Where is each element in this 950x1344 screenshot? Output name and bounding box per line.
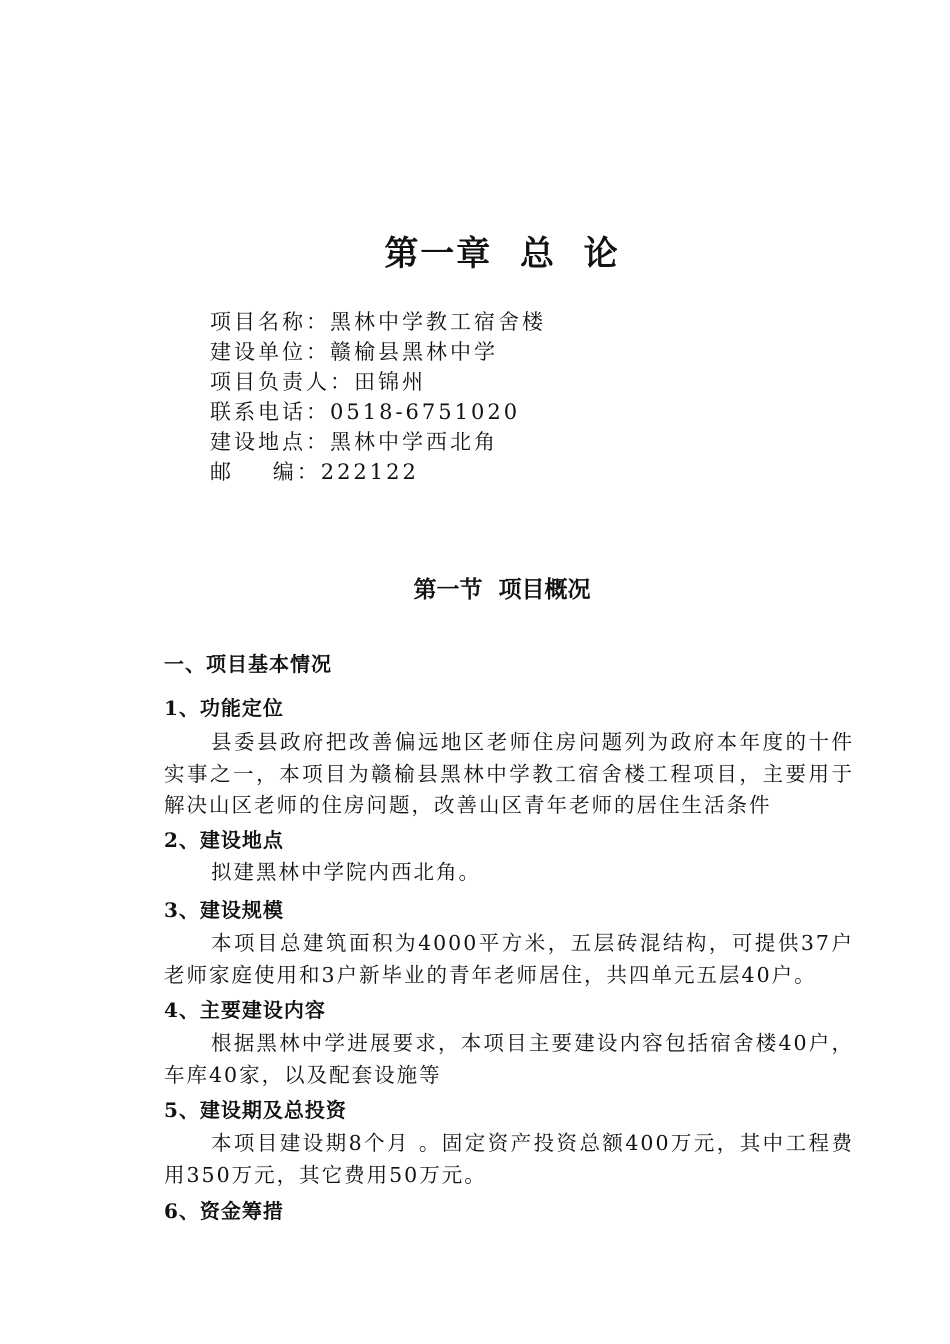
info-row-project-name — [210, 307, 546, 337]
info-row-postcode — [210, 457, 546, 487]
info-label: 建设单位： — [210, 340, 330, 364]
info-row-builder — [210, 337, 546, 367]
info-row-manager — [210, 367, 546, 397]
item-heading-function: 1、功能定位 — [164, 696, 284, 720]
item-text-function: 县委县政府把改善偏远地区老师住房问题列为政府本年度的十件实事之一，本项目为赣榆县黑林中学教工宿舍楼工程项目，主要用于解决山区老师的住房问题，改善山区青年老师的居住生活条件 — [164, 730, 854, 817]
info-label: 邮 编： — [210, 460, 321, 484]
chapter-title: 第一章 总 论 — [384, 234, 620, 274]
item-heading-funding: 6、资金筹措 — [164, 1199, 284, 1223]
info-value: 0518-6751020 — [330, 400, 521, 424]
item-heading-scale: 3、建设规模 — [164, 898, 284, 922]
item-text-investment: 本项目建设期8个月 。固定资产投资总额400万元，其中工程费用350万元，其它费用50万元。 — [164, 1131, 854, 1187]
info-value: 黑林中学教工宿舍楼 — [330, 310, 546, 334]
project-info-list — [210, 307, 546, 487]
info-value: 赣榆县黑林中学 — [330, 340, 498, 364]
info-row-location — [210, 427, 546, 457]
info-row-phone — [210, 397, 546, 427]
section-title: 第一节 项目概况 — [413, 576, 591, 603]
item-text-location: 拟建黑林中学院内西北角。 — [211, 860, 481, 884]
item-heading-investment: 5、建设期及总投资 — [164, 1098, 347, 1122]
item-heading-content: 4、主要建设内容 — [164, 998, 326, 1022]
info-value: 222122 — [320, 460, 419, 484]
item-heading-location: 2、建设地点 — [164, 828, 284, 852]
info-value: 黑林中学西北角 — [330, 430, 498, 454]
info-label: 联系电话： — [210, 400, 330, 424]
info-label: 项目名称： — [210, 310, 330, 334]
info-label: 建设地点： — [210, 430, 330, 454]
item-text-scale: 本项目总建筑面积为4000平方米，五层砖混结构，可提供37户老师家庭使用和3户新毕业的青年老师居住，共四单元五层40户。 — [164, 931, 854, 987]
info-value: 田锦州 — [354, 370, 426, 394]
info-label: 项目负责人： — [210, 370, 354, 394]
item-text-content: 根据黑林中学进展要求，本项目主要建设内容包括宿舍楼40户，车库40家，以及配套设施等 — [164, 1031, 854, 1087]
subsection-heading: 一、项目基本情况 — [164, 652, 332, 676]
